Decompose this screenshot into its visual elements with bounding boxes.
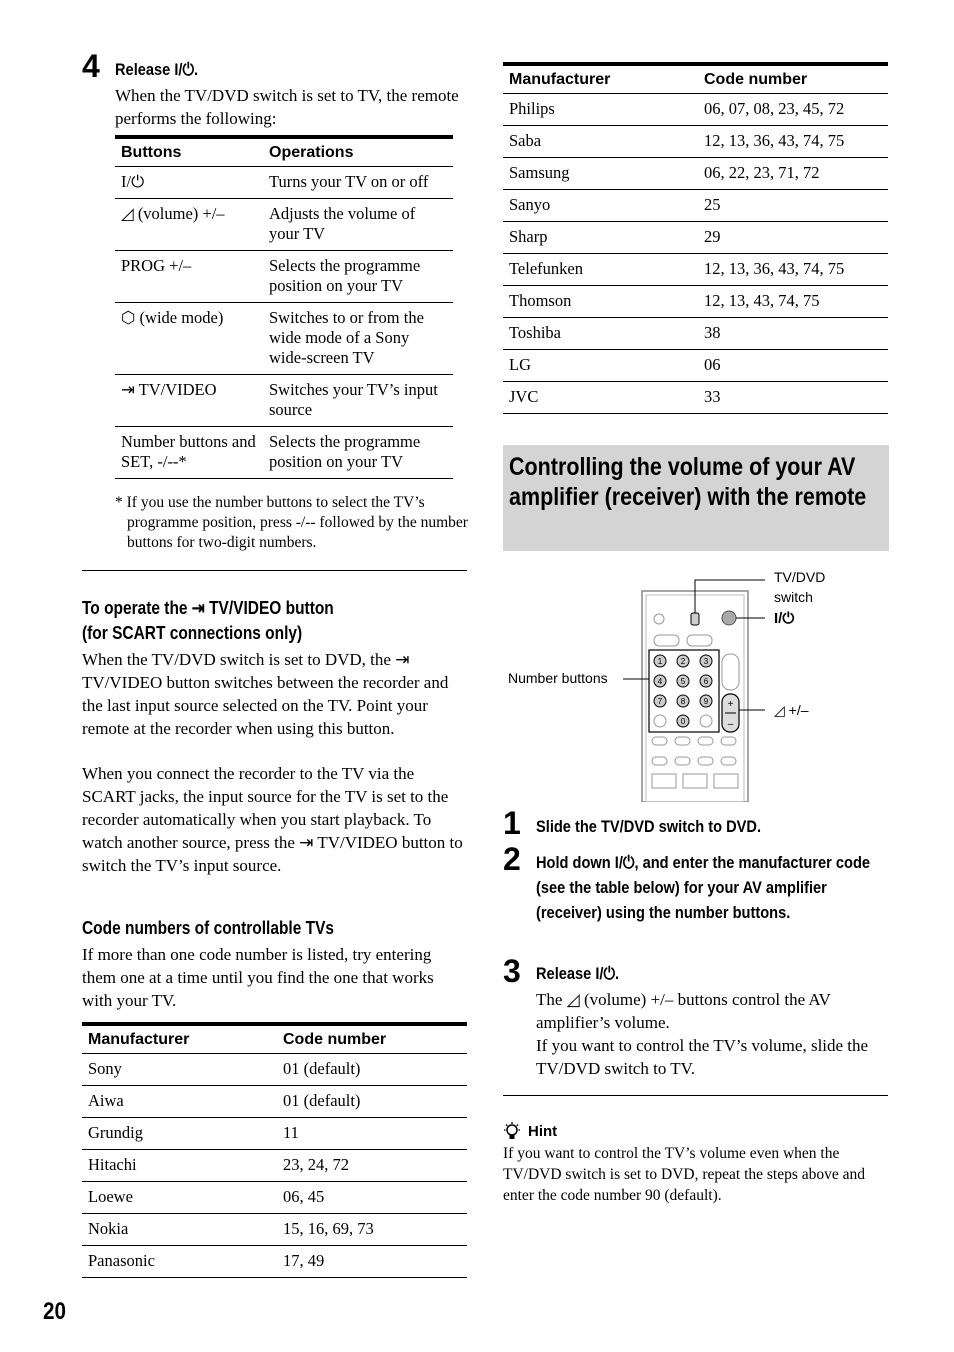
table-cell-second: Adjusts the volume of your TV <box>263 199 453 251</box>
divider <box>82 570 467 571</box>
step-3-title: Release I/⏻. <box>536 964 620 983</box>
label-tvdvd-line1: TV/DVD <box>774 569 826 585</box>
table-cell-second: 38 <box>698 318 888 350</box>
table-cell-first: Nokia <box>82 1214 277 1246</box>
number-key-label: 2 <box>680 657 686 666</box>
table-row <box>82 1182 467 1214</box>
step-4-title: Release I/⏻. <box>115 60 199 79</box>
table-row <box>503 382 888 414</box>
tvvideo-paragraph-1: When the TV/DVD switch is set to DVD, the ⇥ TV/VIDEO button switches between the recorder and the last input source selected on the TV. Point your remote at the recorder when using this button. <box>82 650 449 738</box>
table-cell-second: 23, 24, 72 <box>277 1150 467 1182</box>
table-row <box>82 1150 467 1182</box>
section-heading-box <box>503 445 889 551</box>
codes-text: If more than one code number is listed, try entering them one at a time until you find the one that works with your TV. <box>82 945 434 1010</box>
power-button <box>722 611 736 625</box>
table-cell-first: I/⏻ <box>115 167 263 199</box>
table-cell-second: 33 <box>698 382 888 414</box>
table-cell-first: Panasonic <box>82 1246 277 1278</box>
table-cell-second: Selects the programme position on your TV <box>263 427 453 479</box>
table-row <box>503 254 888 286</box>
label-tvdvd-line2: switch <box>774 589 813 605</box>
step-3-number: 3 <box>503 953 521 989</box>
step-2-title: Hold down I/⏻, and enter the manufacturer code (see the table below) for your AV amplifier (receiver) using the number buttons. <box>536 853 871 922</box>
table-row <box>503 190 888 222</box>
number-key-label: 8 <box>680 697 686 706</box>
table-cell-first: ⬡ (wide mode) <box>115 303 263 375</box>
table-row <box>503 222 888 254</box>
header-buttons: Buttons <box>115 137 263 167</box>
table-cell-first: Toshiba <box>503 318 698 350</box>
footnote: * If you use the number buttons to select the TV’s programme position, press -/-- followed by the number buttons for two-digit numbers. <box>115 494 468 551</box>
page-number: 20 <box>43 1298 66 1325</box>
table-row <box>115 199 453 251</box>
table-cell-first: Thomson <box>503 286 698 318</box>
label-power: I/⏻ <box>774 610 795 627</box>
table-cell-first: Sanyo <box>503 190 698 222</box>
table-cell-second: Selects the programme position on your TV <box>263 251 453 303</box>
header-manufacturer: Manufacturer <box>503 64 698 94</box>
number-key-label: 3 <box>703 657 709 666</box>
tvvideo-heading-line1: To operate the ⇥ TV/VIDEO button <box>82 598 334 618</box>
table-row <box>115 427 453 479</box>
tvvideo-paragraph-2: When you connect the recorder to the TV via the SCART jacks, the input source for the TV is set to the recorder automatically when you start playback. To watch another source, press the ⇥ TV/VIDEO button to switch the TV’s input source. <box>82 764 463 875</box>
table-cell-second: 01 (default) <box>277 1086 467 1118</box>
number-key-label: 1 <box>657 657 663 666</box>
table-row <box>82 1246 467 1278</box>
step-2-number: 2 <box>503 841 521 877</box>
table-cell-first: Sharp <box>503 222 698 254</box>
codes-table-right <box>503 62 888 414</box>
table-cell-first: Loewe <box>82 1182 277 1214</box>
label-number-buttons: Number buttons <box>508 670 608 686</box>
table-cell-first: Grundig <box>82 1118 277 1150</box>
table-cell-first: Aiwa <box>82 1086 277 1118</box>
number-key-label: 9 <box>703 697 709 706</box>
step-3-text-1: The ◿ (volume) +/– buttons control the AV amplifier’s volume. <box>536 990 831 1032</box>
header-code-number: Code number <box>277 1024 467 1054</box>
table-cell-second: Switches to or from the wide mode of a Sony wide-screen TV <box>263 303 453 375</box>
table-cell-second: 06, 22, 23, 71, 72 <box>698 158 888 190</box>
table-cell-first: Number buttons and SET, -/--* <box>115 427 263 479</box>
table-cell-second: 29 <box>698 222 888 254</box>
table-row <box>82 1214 467 1246</box>
buttons-table <box>115 135 453 479</box>
codes-heading: Code numbers of controllable TVs <box>82 918 335 938</box>
table-cell-first: ⇥ TV/VIDEO <box>115 375 263 427</box>
table-row <box>115 303 453 375</box>
table-row <box>82 1118 467 1150</box>
step-1-number: 1 <box>503 805 521 841</box>
table-row <box>503 350 888 382</box>
table-cell-first: Saba <box>503 126 698 158</box>
volume-plus-glyph: + <box>727 699 734 710</box>
table-cell-second: 06, 07, 08, 23, 45, 72 <box>698 94 888 126</box>
table-cell-first: Philips <box>503 94 698 126</box>
tvvideo-heading-line2: (for SCART connections only) <box>82 623 303 643</box>
table-cell-first: Telefunken <box>503 254 698 286</box>
number-key-label: 4 <box>657 677 663 686</box>
volume-minus-glyph: – <box>727 719 734 730</box>
table-row <box>82 1086 467 1118</box>
label-volume: ◿ +/– <box>774 702 809 718</box>
number-key-label: 7 <box>657 697 663 706</box>
table-cell-first: Samsung <box>503 158 698 190</box>
table-cell-first: PROG +/– <box>115 251 263 303</box>
step-1-title: Slide the TV/DVD switch to DVD. <box>536 817 762 836</box>
table-cell-second: 12, 13, 36, 43, 74, 75 <box>698 254 888 286</box>
table-cell-second: 06 <box>698 350 888 382</box>
table-cell-first: LG <box>503 350 698 382</box>
table-row <box>503 94 888 126</box>
hint-label: Hint <box>528 1123 558 1140</box>
table-cell-first: ◿ (volume) +/– <box>115 199 263 251</box>
table-cell-second: Switches your TV’s input source <box>263 375 453 427</box>
tv-dvd-switch <box>691 613 699 625</box>
table-row <box>503 126 888 158</box>
header-code-number: Code number <box>698 64 888 94</box>
hint-text: If you want to control the TV’s volume even when the TV/DVD switch is set to DVD, repeat the steps above and enter the code number 90 (default). <box>503 1145 866 1204</box>
header-manufacturer: Manufacturer <box>82 1024 277 1054</box>
step-4-text: When the TV/DVD switch is set to TV, the remote performs the following: <box>115 86 459 128</box>
table-cell-first: Sony <box>82 1054 277 1086</box>
table-cell-first: Hitachi <box>82 1150 277 1182</box>
number-key-label: 6 <box>703 677 709 686</box>
step-3-text-2: If you want to control the TV’s volume, slide the TV/DVD switch to TV. <box>536 1036 869 1078</box>
codes-table-left <box>82 1022 467 1278</box>
table-cell-second: 15, 16, 69, 73 <box>277 1214 467 1246</box>
section-title: Controlling the volume of your AV amplifier (receiver) with the remote <box>509 453 867 511</box>
table-cell-second: 11 <box>277 1118 467 1150</box>
table-row <box>115 251 453 303</box>
table-cell-second: 01 (default) <box>277 1054 467 1086</box>
number-key-label: 0 <box>680 717 686 726</box>
table-cell-second: 17, 49 <box>277 1246 467 1278</box>
table-cell-second: 25 <box>698 190 888 222</box>
table-row <box>503 158 888 190</box>
table-row <box>82 1054 467 1086</box>
table-cell-second: 12, 13, 43, 74, 75 <box>698 286 888 318</box>
remote-figure <box>503 562 889 802</box>
table-cell-second: 06, 45 <box>277 1182 467 1214</box>
table-row <box>503 286 888 318</box>
table-row <box>115 167 453 199</box>
table-cell-first: JVC <box>503 382 698 414</box>
step-4-number: 4 <box>82 48 100 84</box>
header-operations: Operations <box>263 137 453 167</box>
number-key-label: 5 <box>680 677 686 686</box>
table-cell-second: 12, 13, 36, 43, 74, 75 <box>698 126 888 158</box>
lightbulb-icon <box>503 1122 523 1142</box>
divider <box>503 1095 888 1096</box>
table-cell-second: Turns your TV on or off <box>263 167 453 199</box>
table-row <box>115 375 453 427</box>
table-row <box>503 318 888 350</box>
